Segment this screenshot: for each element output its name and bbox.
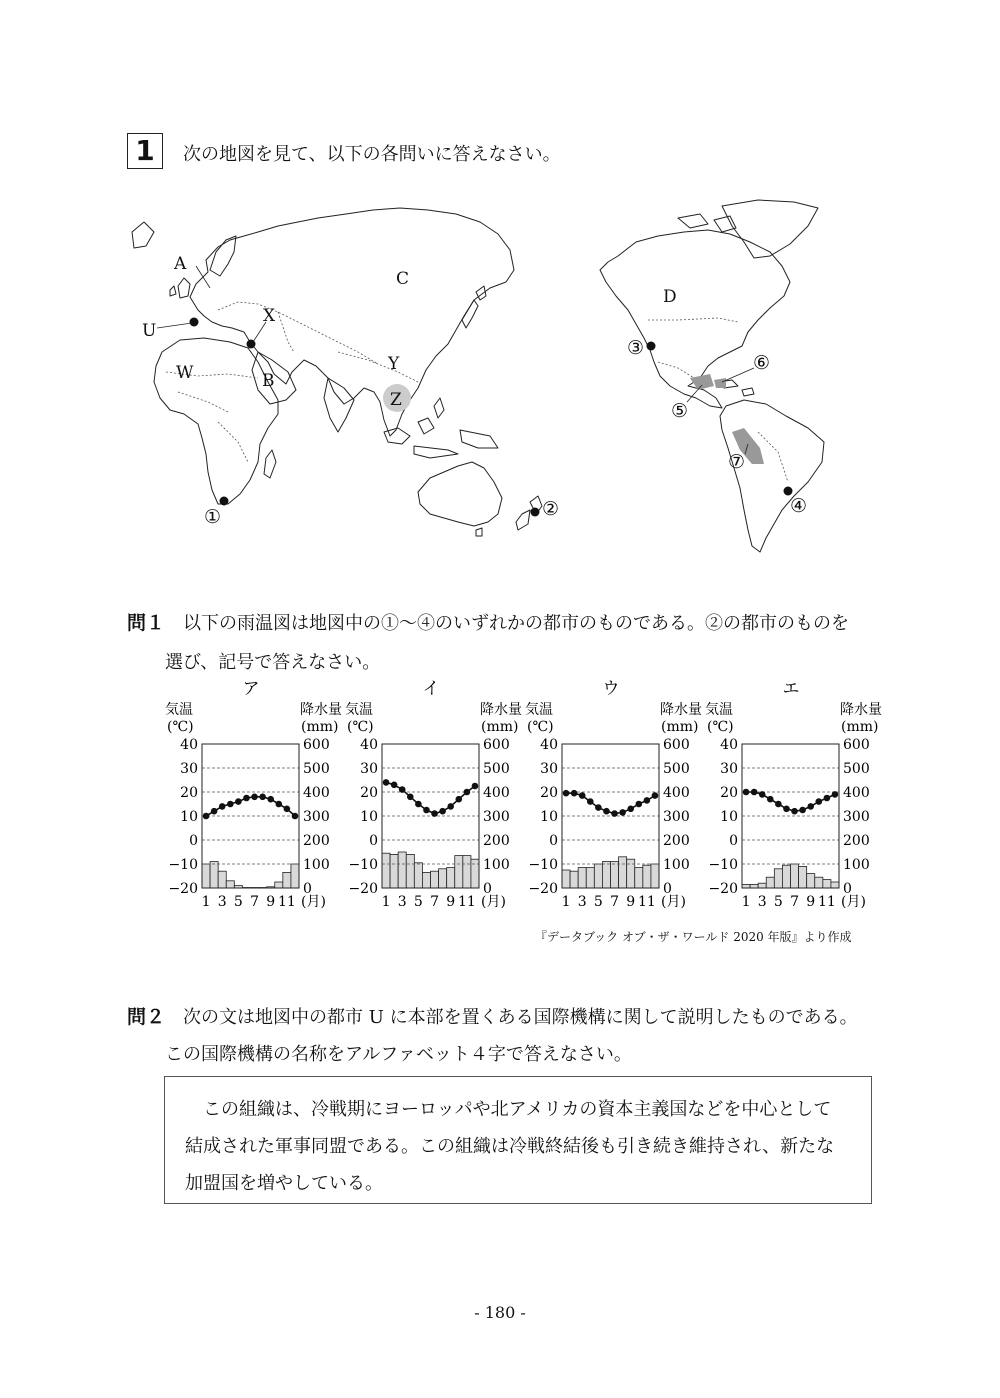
chart-1-temp-tick: −10	[168, 857, 198, 873]
chart-1-right-axis-unit: (mm)	[301, 719, 339, 735]
chart-1-temp-tick: 30	[180, 761, 198, 777]
chart-1-precip-tick: 400	[303, 785, 330, 801]
chart-2-month-tick: 5	[413, 894, 423, 910]
chart-1-precip-tick: 200	[303, 833, 330, 849]
chart-1-x-axis-label: (月)	[301, 894, 326, 910]
chart-1-precip-bar	[275, 882, 283, 888]
question-intro: 次の地図を見て、以下の各問いに答えなさい。	[183, 144, 561, 165]
chart-3-title: ウ	[602, 679, 620, 699]
city-1-marker	[220, 497, 229, 506]
map-label-z: Z	[390, 390, 402, 410]
scandinavia-landmass	[210, 236, 236, 276]
chart-2-precip-tick: 0	[483, 881, 492, 897]
chart-2-temp-point	[439, 808, 446, 815]
india-landmass	[324, 378, 354, 432]
chart-2-precip-bar	[422, 872, 430, 888]
chart-1-precip-tick: 300	[303, 809, 330, 825]
south-america-landmass	[720, 400, 824, 552]
q2-text-line2: この国際機構の名称をアルファベット４字で答えなさい。	[165, 1044, 632, 1065]
chart-3-temp-tick: 0	[549, 833, 558, 849]
chart-1-month-tick: 1	[201, 894, 211, 910]
chart-3-left-axis-label: 気温	[525, 702, 553, 718]
chart-4-temp-tick: −10	[708, 857, 738, 873]
chart-4-precip-tick: 100	[843, 857, 870, 873]
city-4-label: ④	[790, 495, 808, 517]
chart-3-temp-point	[587, 798, 594, 805]
chart-1-title: ア	[242, 679, 260, 699]
passage-line3: 加盟国を増やしている。	[185, 1173, 383, 1194]
chart-3-precip-tick: 300	[663, 809, 690, 825]
chart-1-precip-bar	[226, 881, 234, 888]
chart-4-temp-point	[759, 791, 766, 798]
chart-2-precip-bar	[471, 859, 479, 888]
chart-4-temp-point	[824, 795, 831, 802]
chart-4-temp-tick: −20	[708, 881, 738, 897]
city-1-label: ①	[204, 506, 222, 528]
chart-2-temp-point	[423, 807, 430, 814]
chart-1-month-tick: 5	[233, 894, 243, 910]
chart-4-precip-bar	[766, 877, 774, 888]
chart-3-precip-tick: 500	[663, 761, 690, 777]
chart-2-precip-tick: 400	[483, 785, 510, 801]
map-label-c: C	[396, 269, 410, 289]
chart-1-temp-point	[211, 808, 218, 815]
chart-2-precip-tick: 600	[483, 737, 510, 753]
map-label-a: A	[174, 254, 187, 274]
chart-3-precip-bar	[635, 868, 643, 888]
chart-1-temp-point	[267, 796, 274, 803]
chart-3-temp-point	[635, 801, 642, 808]
map-label-w: W	[176, 363, 194, 383]
chart-1-left-axis-label: 気温	[165, 702, 193, 718]
chart-2-month-tick: 11	[457, 894, 476, 910]
chart-4-precip-bar	[782, 865, 790, 888]
chart-4-temp-tick: 0	[729, 833, 738, 849]
chart-2-month-tick: 7	[430, 894, 440, 910]
chart-2-right-axis-unit: (mm)	[481, 719, 519, 735]
chart-4-precip-tick: 300	[843, 809, 870, 825]
region-6-area	[714, 378, 726, 388]
japan-islands	[462, 286, 486, 328]
chart-3-x-axis-label: (月)	[661, 894, 686, 910]
chart-2-temp-tick: 20	[360, 785, 378, 801]
chart-1-temp-point	[259, 794, 266, 801]
map-number-labels	[204, 337, 807, 528]
chart-3-precip-bar	[611, 862, 619, 888]
chart-2-month-tick: 3	[397, 894, 407, 910]
chart-1-precip-tick: 0	[303, 881, 312, 897]
chart-3-temp-tick: −10	[528, 857, 558, 873]
chart-4-temp-point	[815, 798, 822, 805]
chart-3-precip-bar	[643, 865, 651, 888]
british-isles	[170, 278, 190, 298]
chart-1-temp-tick: 20	[180, 785, 198, 801]
chart-3-temp-point	[571, 790, 578, 797]
chart-1-month-tick: 7	[250, 894, 260, 910]
question-number-box: 1	[127, 133, 163, 169]
chart-4-temp-point	[783, 806, 790, 813]
chart-2-precip-bar	[390, 854, 398, 888]
region-5-label: ⑤	[671, 400, 689, 422]
chart-1-temp-tick: 40	[180, 737, 198, 753]
climate-charts	[165, 678, 882, 918]
chart-2-temp-tick: −10	[348, 857, 378, 873]
chart-4-precip-bar	[807, 874, 815, 888]
chart-4-month-tick: 3	[757, 894, 767, 910]
chart-3-temp-point	[563, 790, 570, 797]
region-7-label: ⑦	[728, 451, 746, 473]
chart-2-precip-tick: 200	[483, 833, 510, 849]
chart-1-precip-bar	[218, 871, 226, 888]
chart-3-temp-point	[644, 797, 651, 804]
chart-4-temp-tick: 30	[720, 761, 738, 777]
chart-2-title: イ	[422, 679, 440, 699]
chart-4-temp-point	[775, 801, 782, 808]
chart-3-left-axis-unit: (℃)	[527, 719, 554, 735]
chart-3-month-tick: 9	[626, 894, 636, 910]
chart-1-temp-point	[284, 806, 291, 813]
chart-2-precip-bar	[439, 869, 447, 888]
chart-2-x-axis-label: (月)	[481, 894, 506, 910]
chart-4-temp-tick: 40	[720, 737, 738, 753]
chart-3-precip-tick: 200	[663, 833, 690, 849]
chart-3-temp-point	[603, 808, 610, 815]
chart-3-precip-bar	[578, 868, 586, 888]
chart-4-month-tick: 9	[806, 894, 816, 910]
passage-line1: この組織は、冷戦期にヨーロッパや北アメリカの資本主義国などを中心として	[203, 1099, 832, 1120]
chart-2-temp-tick: 10	[360, 809, 378, 825]
chart-1-temp-point	[235, 798, 242, 805]
chart-2-temp-point	[415, 801, 422, 808]
chart-1-temp-point	[275, 801, 282, 808]
chart-3-precip-bar	[651, 864, 659, 888]
chart-2-left-axis-label: 気温	[345, 702, 373, 718]
chart-2-left-axis-unit: (℃)	[347, 719, 374, 735]
chart-2-precip-bar	[455, 856, 463, 888]
page-number: - 180 -	[474, 1303, 526, 1322]
chart-4-precip-bar	[791, 864, 799, 888]
chart-3-precip-bar	[586, 868, 594, 888]
chart-4-precip-bar	[823, 880, 831, 888]
chart-4-precip-tick: 200	[843, 833, 870, 849]
chart-2-precip-tick: 300	[483, 809, 510, 825]
q1-text-line2: 選び、記号で答えなさい。	[165, 652, 381, 673]
chart-4-temp-point	[832, 791, 839, 798]
chart-1-precip-bar	[202, 864, 210, 888]
chart-4-temp-point	[799, 807, 806, 814]
chart-1-temp-point	[251, 794, 258, 801]
chart-3-month-tick: 3	[577, 894, 587, 910]
passage-box	[164, 1076, 872, 1204]
chart-3-precip-bar	[619, 857, 627, 888]
chart-3-precip-bar	[602, 862, 610, 888]
chart-2-precip-bar	[406, 854, 414, 888]
chart-3-precip-bar	[594, 864, 602, 888]
chart-3-temp-point	[611, 810, 618, 817]
chart-4-precip-tick: 500	[843, 761, 870, 777]
chart-2-temp-point	[464, 789, 471, 796]
chart-4-precip-tick: 600	[843, 737, 870, 753]
chart-2-precip-bar	[398, 852, 406, 888]
chart-1-month-tick: 9	[266, 894, 276, 910]
chart-4-precip-bar	[774, 869, 782, 888]
chart-1-temp-point	[227, 801, 234, 808]
chart-3-temp-point	[619, 809, 626, 816]
chart-4-right-axis-unit: (mm)	[841, 719, 879, 735]
chart-3-month-tick: 1	[561, 894, 571, 910]
q2-text-line1: 次の文は地図中の都市 U に本部を置くある国際機構に関して説明したものである。	[183, 1007, 858, 1028]
chart-1-month-tick: 3	[217, 894, 227, 910]
chart-2-precip-bar	[382, 853, 390, 888]
chart-2-temp-point	[407, 794, 414, 801]
chart-4-precip-bar	[750, 884, 758, 888]
chart-2-precip-tick: 500	[483, 761, 510, 777]
chart-3-right-axis-label: 降水量	[660, 702, 702, 718]
greenland	[722, 200, 818, 258]
chart-3-precip-bar	[562, 870, 570, 888]
chart-1-precip-tick: 600	[303, 737, 330, 753]
chart-4-temp-tick: 10	[720, 809, 738, 825]
arctic-islands	[132, 214, 736, 248]
chart-2-precip-bar	[463, 856, 471, 888]
chart-4-precip-bar	[831, 882, 839, 888]
q1-text-line1: 以下の雨温図は地図中の①～④のいずれかの都市のものである。②の都市のものを	[183, 613, 849, 634]
world-map	[118, 192, 843, 557]
chart-4-title: エ	[782, 679, 800, 699]
chart-4-temp-point	[751, 789, 758, 796]
map-label-u: U	[142, 321, 157, 341]
map-label-d: D	[663, 287, 677, 307]
chart-3-month-tick: 5	[593, 894, 603, 910]
chart-4-precip-tick: 0	[843, 881, 852, 897]
chart-4-right-axis-label: 降水量	[840, 702, 882, 718]
chart-3-temp-tick: 10	[540, 809, 558, 825]
chart-2-month-tick: 9	[446, 894, 456, 910]
chart-2-temp-point	[455, 796, 462, 803]
chart-3-month-tick: 11	[637, 894, 656, 910]
chart-2-precip-bar	[431, 871, 439, 888]
chart-4-month-tick: 7	[790, 894, 800, 910]
chart-2-temp-point	[472, 783, 479, 790]
chart-2-temp-point	[447, 803, 454, 810]
chart-4-temp-point	[807, 803, 814, 810]
chart-3-temp-point	[579, 792, 586, 799]
chart-4-x-axis-label: (月)	[841, 894, 866, 910]
chart-2-right-axis-label: 降水量	[480, 702, 522, 718]
chart-4-precip-bar	[758, 883, 766, 888]
q1-label: 問１	[127, 612, 166, 634]
chart-3-right-axis-unit: (mm)	[661, 719, 699, 735]
chart-4-month-tick: 1	[741, 894, 751, 910]
chart-2-temp-point	[391, 782, 398, 789]
chart-1-precip-bar	[291, 864, 299, 888]
chart-2-precip-bar	[447, 868, 455, 888]
chart-1-precip-tick: 100	[303, 857, 330, 873]
chart-3-precip-tick: 400	[663, 785, 690, 801]
city-3-marker	[647, 342, 656, 351]
chart-1-temp-tick: −20	[168, 881, 198, 897]
chart-4-month-tick: 11	[817, 894, 836, 910]
city-2-marker	[531, 508, 540, 517]
chart-3-month-tick: 7	[610, 894, 620, 910]
chart-3-temp-tick: 40	[540, 737, 558, 753]
chart-1-temp-point	[203, 813, 210, 820]
chart-3-precip-bar	[627, 859, 635, 888]
africa-landmass	[154, 338, 278, 504]
region-6-label: ⑥	[753, 352, 771, 374]
chart-2-precip-tick: 100	[483, 857, 510, 873]
city-2-label: ②	[542, 498, 560, 520]
chart-3-precip-tick: 100	[663, 857, 690, 873]
chart-3-temp-tick: 20	[540, 785, 558, 801]
chart-3-temp-point	[652, 792, 659, 799]
tasmania	[476, 528, 482, 536]
map-label-x: X	[263, 306, 276, 326]
chart-1-temp-point	[219, 803, 226, 810]
chart-4-left-axis-unit: (℃)	[707, 719, 734, 735]
chart-3-precip-tick: 600	[663, 737, 690, 753]
chart-1-precip-tick: 500	[303, 761, 330, 777]
map-labels	[142, 254, 677, 410]
passage-line2: 結成された軍事同盟である。この組織は冷戦終結後も引き続き維持され、新たな	[185, 1136, 835, 1157]
chart-1-temp-tick: 10	[180, 809, 198, 825]
chart-1-temp-point	[292, 813, 299, 820]
q2-label: 問２	[127, 1006, 166, 1028]
australia-landmass	[418, 462, 502, 526]
chart-2-temp-tick: −20	[348, 881, 378, 897]
chart-1-temp-point	[243, 795, 250, 802]
chart-4-temp-point	[791, 808, 798, 815]
city-3-label: ③	[627, 337, 645, 359]
chart-3-temp-tick: −20	[528, 881, 558, 897]
chart-4-month-tick: 5	[773, 894, 783, 910]
chart-4-temp-point	[767, 796, 774, 803]
chart-2-temp-point	[431, 810, 438, 817]
chart-4-precip-bar	[742, 884, 750, 888]
chart-4-left-axis-label: 気温	[705, 702, 733, 718]
map-label-b: B	[262, 371, 275, 391]
madagascar	[264, 450, 276, 478]
chart-4-temp-tick: 20	[720, 785, 738, 801]
chart-2-temp-tick: 30	[360, 761, 378, 777]
chart-2-temp-tick: 40	[360, 737, 378, 753]
chart-4-precip-bar	[799, 866, 807, 888]
chart-3-precip-tick: 0	[663, 881, 672, 897]
city-u-marker	[190, 318, 199, 327]
chart-2-temp-point	[383, 779, 390, 786]
chart-1-left-axis-unit: (℃)	[167, 719, 194, 735]
chart-1-month-tick: 11	[277, 894, 296, 910]
chart-4-precip-bar	[815, 877, 823, 888]
chart-1-temp-tick: 0	[189, 833, 198, 849]
chart-2-precip-bar	[414, 863, 422, 888]
chart-3-temp-point	[595, 804, 602, 811]
map-label-y: Y	[388, 354, 400, 374]
chart-2-temp-point	[399, 786, 406, 793]
chart-1-right-axis-label: 降水量	[300, 702, 342, 718]
chart-4-temp-point	[743, 789, 750, 796]
chart-2-month-tick: 1	[381, 894, 391, 910]
city-markers	[190, 318, 793, 517]
chart-1-precip-bar	[210, 862, 218, 888]
chart-4-precip-tick: 400	[843, 785, 870, 801]
landmasses	[132, 200, 824, 552]
chart-3-precip-bar	[570, 871, 578, 888]
chart-1-precip-bar	[283, 872, 291, 888]
source-note: 『データブック オブ・ザ・ワールド 2020 年版』より作成	[535, 930, 852, 944]
chart-3-temp-tick: 30	[540, 761, 558, 777]
chart-2-temp-tick: 0	[369, 833, 378, 849]
eurasia-landmass	[190, 208, 514, 436]
chart-3-temp-point	[627, 806, 634, 813]
